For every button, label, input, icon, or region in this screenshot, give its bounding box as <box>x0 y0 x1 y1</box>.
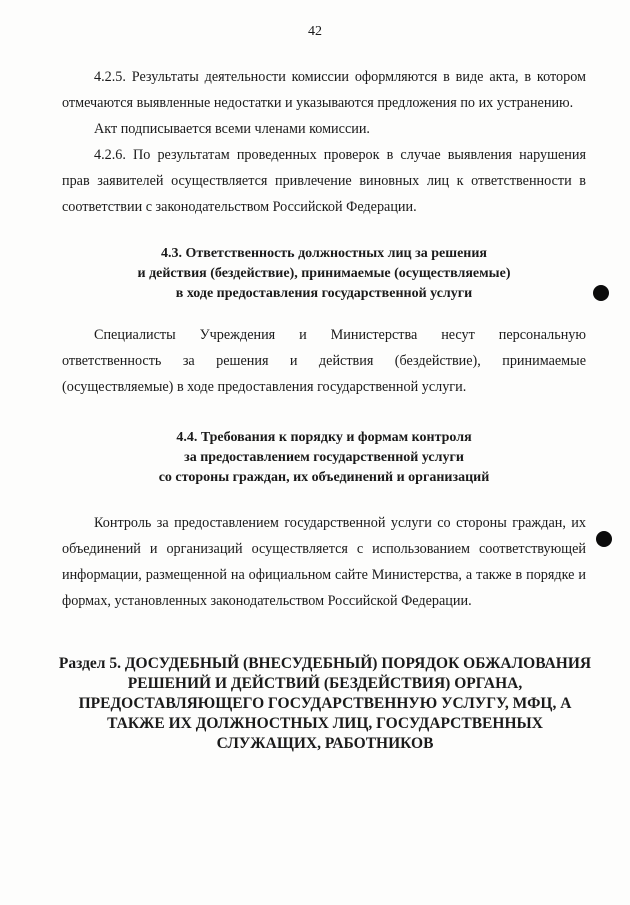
heading-4-3 <box>62 244 586 304</box>
punch-hole-mark <box>593 285 609 301</box>
paragraph-4-2-6: 4.2.6. По результатам проведенных проверок в случае выявления нарушения прав заявителей осуществляется привлечение виновных лиц к ответственности в соответствии с законодательством Российской Федерации. <box>62 147 586 215</box>
heading-4-4-line: 4.4. Требования к порядку и формам контроля <box>176 430 472 445</box>
paragraph-4-4: Контроль за предоставлением государственной услуги со стороны граждан, их объединений и организаций осуществляется с использованием соответствующей информации, размещенной на официальном сайте Министерства, а также в порядке и формах, установленных законодательством Российской Федерации. <box>62 515 586 609</box>
paragraph-act-signed: Акт подписывается всеми членами комиссии. <box>94 121 370 137</box>
page-number: 42 <box>308 24 322 39</box>
paragraph-4-2-5: 4.2.5. Результаты деятельности комиссии оформляются в виде акта, в котором отмечаются выявленные недостатки и указываются предложения по их устранению. <box>62 69 586 111</box>
document-body <box>58 64 592 754</box>
heading-4-3-line: в ходе предоставления государственной услуги <box>175 286 473 301</box>
heading-4-4 <box>62 428 586 488</box>
heading-4-4-line: за предоставлением государственной услуги <box>184 450 464 465</box>
heading-4-4-line: со стороны граждан, их объединений и организаций <box>158 470 490 485</box>
heading-4-3-line: и действия (бездействие), принимаемые (осуществляемые) <box>137 266 511 281</box>
section-5-title-line: ТАКЖЕ ИХ ДОЛЖНОСТНЫХ ЛИЦ, ГОСУДАРСТВЕННЫХ <box>107 715 543 732</box>
section-5-title-line: РЕШЕНИЙ И ДЕЙСТВИЙ (БЕЗДЕЙСТВИЯ) ОРГАНА, <box>127 675 523 692</box>
section-5-title-line: СЛУЖАЩИХ, РАБОТНИКОВ <box>216 735 434 752</box>
section-5-title-line: Раздел 5. ДОСУДЕБНЫЙ (ВНЕСУДЕБНЫЙ) ПОРЯДОК ОБЖАЛОВАНИЯ <box>58 655 592 672</box>
section-5-title-line: ПРЕДОСТАВЛЯЮЩЕГО ГОСУДАРСТВЕННУЮ УСЛУГУ, МФЦ, А <box>78 695 572 712</box>
section-5-title <box>58 654 592 754</box>
heading-4-3-line: 4.3. Ответственность должностных лиц за решения <box>161 246 487 261</box>
paragraph-4-3: Специалисты Учреждения и Министерства несут персональную ответственность за решения и действия (бездействие), принимаемые (осуществляемые) в ходе предоставления государственной услуги. <box>62 327 586 395</box>
punch-hole-mark <box>596 531 612 547</box>
